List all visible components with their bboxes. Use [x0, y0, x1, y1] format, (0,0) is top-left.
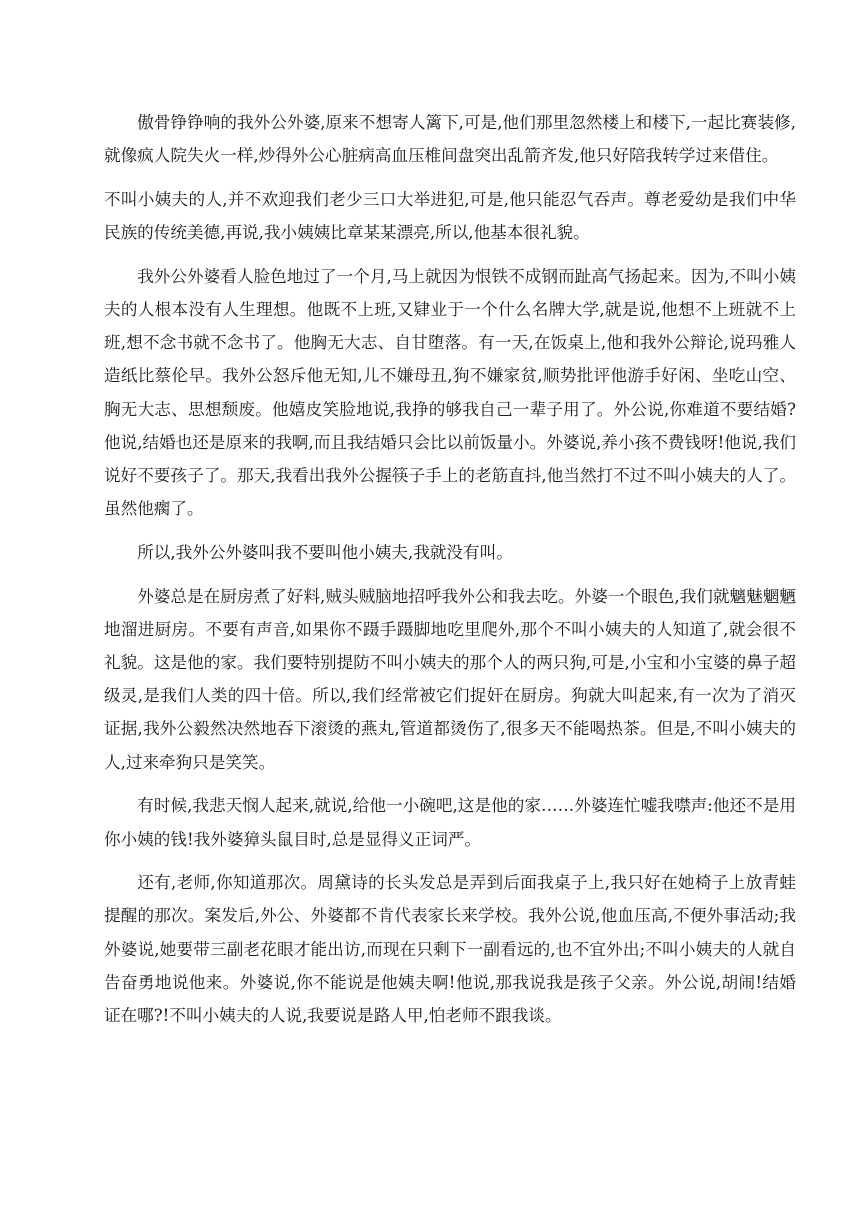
paragraph: 所以,我外公外婆叫我不要叫他小姨夫,我就没有叫。	[137, 542, 513, 562]
paragraph: 外婆总是在厨房煮了好料,贼头贼脑地招呼我外公和我去吃。外婆一个眼色,我们就魑魅魍魉地溜进厨房。不要有声音,如果你不蹑手蹑脚地吃里爬外,那个不叫小姨夫的人知道了,就会很不礼貌。这是他的家。我们要特别提防不叫小姨夫的那个人的两只狗,可是,小宝和小宝婆的鼻子超级灵,是我们人类的四十倍。所以,我们经常被它们捉奸在厨房。狗就大叫起来,有一次为了消灭证据,我外公毅然决然地吞下滚烫的燕丸,管道都烫伤了,很多天不能喝热茶。但是,不叫小姨夫的人,过来牵狗只是笑笑。	[104, 586, 796, 772]
paragraph: 我外公外婆看人脸色地过了一个月,马上就因为恨铁不成钢而趾高气扬起来。因为,不叫小姨夫的人根本没有人生理想。他既不上班,又肄业于一个什么名牌大学,就是说,他想不上班就不上班,想不念书就不念书了。他胸无大志、自甘堕落。有一天,在饭桌上,他和我外公辩论,说玛雅人造纸比蔡伦早。我外公怒斥他无知,儿不嫌母丑,狗不嫌家贫,顺势批评他游手好闲、坐吃山空、胸无大志、思想颓废。他嬉皮笑脸地说,我挣的够我自己一辈子用了。外公说,你难道不要结婚?他说,结婚也还是原来的我啊,而且我结婚只会比以前饭量小。外婆说,养小孩不费钱呀!他说,我们说好不要孩子了。那天,我看出我外公握筷子手上的老筋直抖,他当然打不过不叫小姨夫的人了。虽然他瘸了。	[104, 266, 796, 519]
paragraph: 还有,老师,你知道那次。周黛诗的长头发总是弄到后面我桌子上,我只好在她椅子上放青蛙提醒的那次。案发后,外公、外婆都不肯代表家长来学校。我外公说,他血压高,不便外事活动;我外婆说,她要带三副老花眼才能出访,而现在只剩下一副看远的,也不宜外出;不叫小姨夫的人就自告奋勇地说他来。外婆说,你不能说是他姨夫啊!他说,那我说我是孩子父亲。外公说,胡闹!结婚证在哪?!不叫小姨夫的人说,我要说是路人甲,怕老师不跟我谈。	[104, 873, 796, 1026]
document-page	[104, 106, 796, 1043]
paragraph: 不叫小姨夫的人,并不欢迎我们老少三口大举进犯,可是,他只能忍气吞声。尊老爱幼是我们中华民族的传统美德,再说,我小姨姨比章某某漂亮,所以,他基本很礼貌。	[104, 189, 796, 243]
paragraph: 傲骨铮铮响的我外公外婆,原来不想寄人篱下,可是,他们那里忽然楼上和楼下,一起比赛装修,就像疯人院失火一样,炒得外公心脏病高血压椎间盘突出乱箭齐发,他只好陪我转学过来借住。	[104, 113, 796, 166]
paragraph: 有时候,我悲天悯人起来,就说,给他一小碗吧,这是他的家……外婆连忙嘘我噤声:他还不是用你小姨的钱!我外婆獐头鼠目时,总是显得义正词严。	[104, 796, 796, 849]
